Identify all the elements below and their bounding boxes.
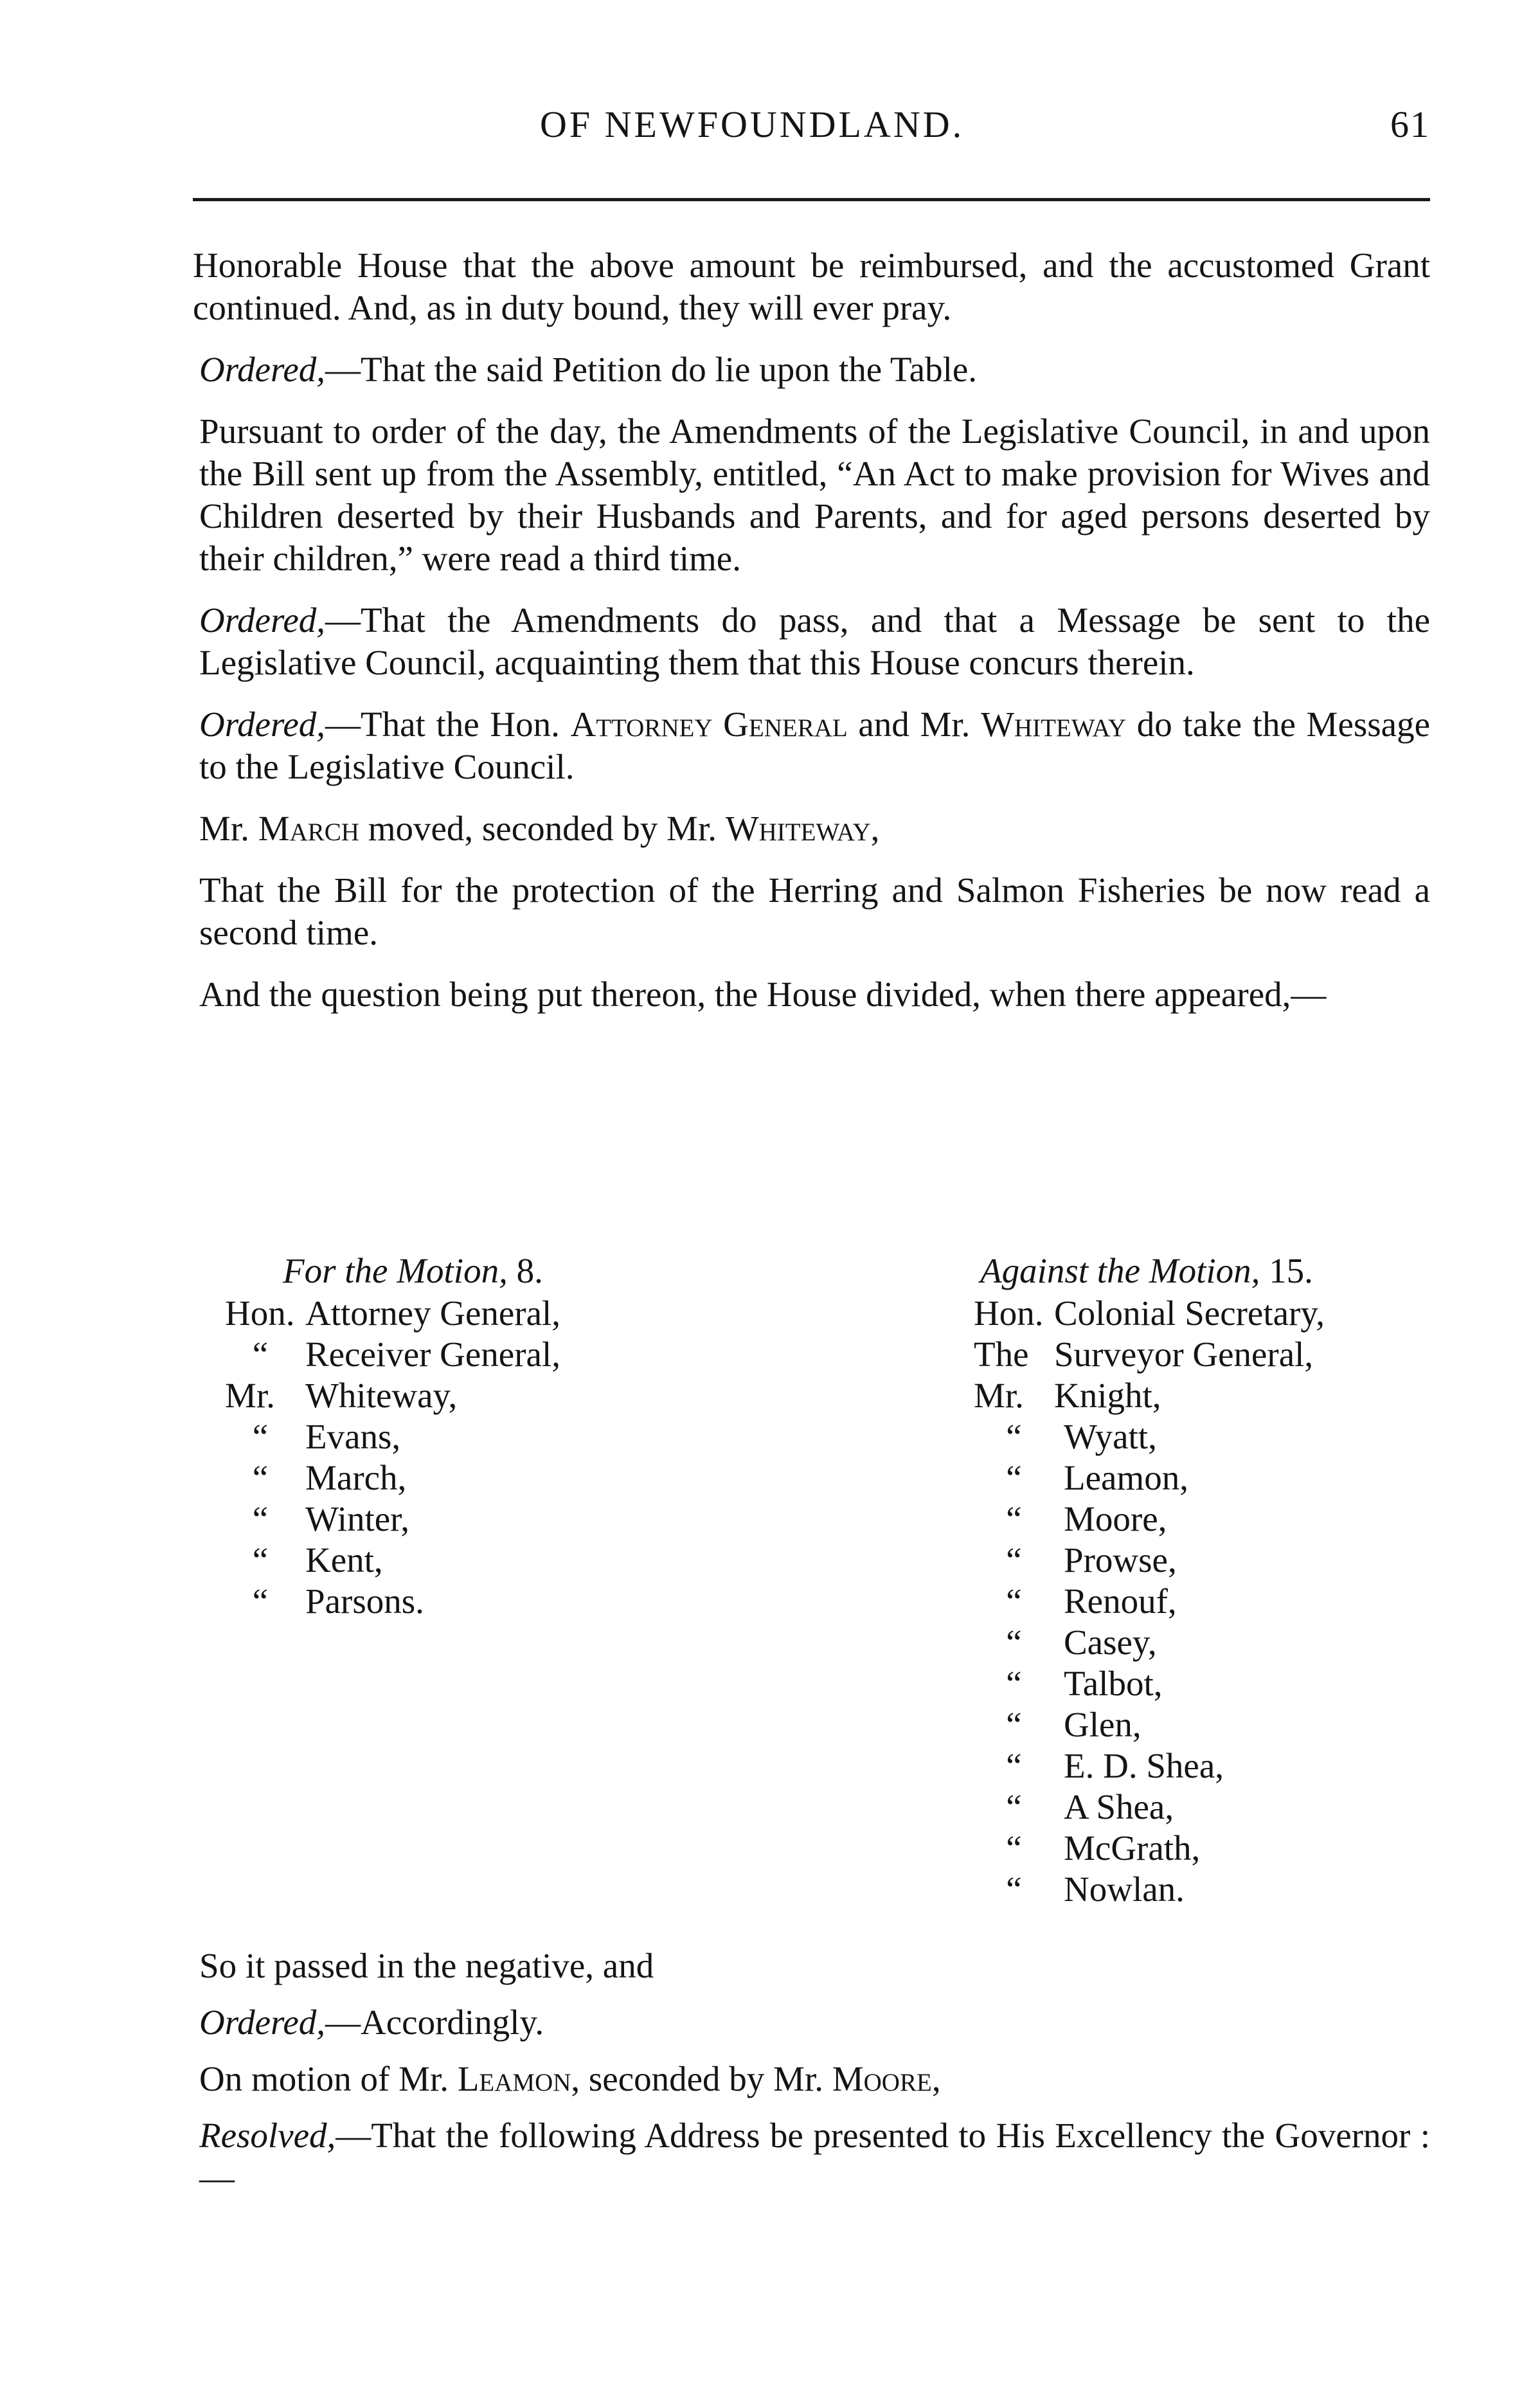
member-row xyxy=(225,1499,675,1540)
member-name: Attorney General xyxy=(570,705,848,744)
motion-text-part: moved, seconded by Mr. xyxy=(359,809,726,848)
member-row xyxy=(225,1293,675,1334)
ditto-mark: “ xyxy=(1006,1499,1022,1538)
member-row xyxy=(225,1581,675,1622)
header-rule xyxy=(193,198,1430,201)
paragraph-petition-close: Honorable House that the above amount be reimbursed, and the accustomed Grant continued. And, as in duty bound, they will ever pray. xyxy=(193,246,1430,327)
paragraph-ordered-table xyxy=(193,348,1430,391)
against-motion-heading xyxy=(974,1250,1488,1292)
member-name: Moore, xyxy=(1064,1499,1167,1538)
member-row xyxy=(974,1622,1488,1663)
ordered-text: —Accordingly. xyxy=(325,2003,544,2042)
member-row xyxy=(225,1334,675,1375)
paragraph-division-intro: And the question being put thereon, the House divided, when there appeared,— xyxy=(199,975,1327,1014)
ordered-label: Ordered, xyxy=(199,705,326,744)
member-name: Casey, xyxy=(1064,1623,1157,1662)
paragraph-negative: So it passed in the negative, and xyxy=(199,1946,654,1985)
against-motion-heading-text: Against the Motion, xyxy=(980,1251,1260,1290)
member-row xyxy=(974,1869,1488,1910)
member-prefix: Mr. xyxy=(974,1376,1024,1415)
member-name: Renouf, xyxy=(1064,1581,1177,1621)
ditto-mark: “ xyxy=(1006,1458,1022,1497)
ditto-mark: “ xyxy=(1006,1746,1022,1785)
member-row xyxy=(974,1293,1488,1334)
member-name: Whiteway xyxy=(981,705,1127,744)
member-name: Surveyor General, xyxy=(1054,1335,1314,1374)
member-row xyxy=(225,1540,675,1581)
motion-text-part: , xyxy=(870,809,880,848)
motion-text-part: , xyxy=(931,2059,941,2098)
member-name: Talbot, xyxy=(1064,1664,1163,1703)
member-name: Whiteway xyxy=(725,809,871,848)
member-name: Knight, xyxy=(1054,1376,1161,1415)
paragraph-motion-leamon xyxy=(193,2058,1430,2100)
ditto-mark: “ xyxy=(1006,1828,1022,1868)
member-name: March xyxy=(258,809,359,848)
member-name: Nowlan. xyxy=(1064,1869,1185,1909)
ditto-mark: “ xyxy=(252,1417,269,1456)
ditto-mark: “ xyxy=(252,1458,269,1497)
member-row xyxy=(225,1457,675,1499)
paragraph-fisheries-bill: That the Bill for the protection of the Herring and Salmon Fisheries be now read a second time. xyxy=(199,870,1430,952)
member-row xyxy=(974,1540,1488,1581)
ordered-label: Ordered, xyxy=(199,600,326,640)
member-name: E. D. Shea, xyxy=(1064,1746,1224,1785)
ditto-mark: “ xyxy=(1006,1581,1022,1621)
running-header xyxy=(193,103,1430,161)
paragraph-ordered-amendments xyxy=(193,599,1430,684)
member-row xyxy=(974,1704,1488,1745)
member-name: Glen, xyxy=(1064,1705,1142,1744)
ditto-mark: “ xyxy=(1006,1664,1022,1703)
member-name: March, xyxy=(305,1458,407,1497)
body-text-upper xyxy=(193,244,1430,1016)
member-name: Receiver General, xyxy=(305,1335,560,1374)
member-name: A Shea, xyxy=(1064,1787,1174,1826)
member-prefix: Mr. xyxy=(225,1376,275,1415)
for-motion-count: 8. xyxy=(516,1251,543,1290)
against-motion-count: 15. xyxy=(1269,1251,1313,1290)
running-title: OF NEWFOUNDLAND. xyxy=(540,104,965,145)
member-prefix: The xyxy=(974,1335,1029,1374)
member-name: Attorney General, xyxy=(305,1293,561,1333)
member-row xyxy=(974,1375,1488,1416)
member-name: Evans, xyxy=(305,1417,401,1456)
motion-text-part: Mr. xyxy=(199,809,258,848)
ditto-mark: “ xyxy=(252,1540,269,1580)
member-row xyxy=(974,1787,1488,1828)
ditto-mark: “ xyxy=(1006,1869,1022,1909)
member-row xyxy=(974,1581,1488,1622)
ordered-text: —That the said Petition do lie upon the Table. xyxy=(325,350,978,389)
ordered-label: Ordered, xyxy=(199,350,326,389)
ditto-mark: “ xyxy=(252,1499,269,1538)
ordered-label: Ordered, xyxy=(199,2003,326,2042)
member-prefix: Hon. xyxy=(974,1293,1044,1333)
ditto-mark: “ xyxy=(1006,1787,1022,1826)
member-row xyxy=(225,1416,675,1457)
member-row xyxy=(974,1457,1488,1499)
member-name: Leamon, xyxy=(1064,1458,1188,1497)
member-name: Whiteway, xyxy=(305,1376,458,1415)
for-motion-column xyxy=(225,1250,675,1622)
page-number: 61 xyxy=(1390,104,1430,145)
paragraph-resolved-address xyxy=(193,2114,1430,2199)
member-name: Winter, xyxy=(305,1499,410,1538)
member-name: McGrath, xyxy=(1064,1828,1201,1868)
ordered-text-part: —That the Hon. xyxy=(325,705,571,744)
ditto-mark: “ xyxy=(1006,1417,1022,1456)
member-name: Prowse, xyxy=(1064,1540,1177,1580)
member-name: Leamon xyxy=(457,2059,571,2098)
member-row xyxy=(974,1745,1488,1787)
paragraph-motion xyxy=(193,807,1430,850)
member-name: Wyatt, xyxy=(1064,1417,1157,1456)
body-text-lower xyxy=(193,1945,1430,2199)
ditto-mark: “ xyxy=(1006,1540,1022,1580)
paragraph-ordered-message xyxy=(193,703,1430,788)
ordered-text: —That the Amendments do pass, and that a Message be sent to the Legislative Council, acquainting them that this House concurs therein. xyxy=(199,600,1430,682)
member-row xyxy=(974,1334,1488,1375)
member-row xyxy=(974,1499,1488,1540)
for-motion-heading xyxy=(225,1250,675,1292)
ordered-text-part: and Mr. xyxy=(847,705,981,744)
member-name: Colonial Secretary, xyxy=(1054,1293,1325,1333)
member-name: Kent, xyxy=(305,1540,383,1580)
resolved-label: Resolved, xyxy=(199,2116,336,2155)
member-row xyxy=(974,1828,1488,1869)
against-motion-column xyxy=(974,1250,1488,1910)
ordered-text-part: do take the Message to the Legislative Council. xyxy=(199,705,1430,786)
motion-text-part: , seconded by Mr. xyxy=(571,2059,832,2098)
motion-text-part: On motion of Mr. xyxy=(199,2059,458,2098)
ditto-mark: “ xyxy=(1006,1705,1022,1744)
for-motion-heading-text: For the Motion, xyxy=(283,1251,508,1290)
member-name: Moore xyxy=(832,2059,932,2098)
member-name: Parsons. xyxy=(305,1581,424,1621)
paragraph-amendments-reading: Pursuant to order of the day, the Amendments of the Legislative Council, in and upon the Bill sent up from the Assembly, entitled, “An Act to make provision for Wives and Children deserted by their Husbands and Parents, and for aged persons deserted by their children,” were read a third time. xyxy=(199,411,1430,578)
member-row xyxy=(225,1375,675,1416)
member-prefix: Hon. xyxy=(225,1293,295,1333)
resolved-text: —That the following Address be presented to His Excellency the Governor :— xyxy=(199,2116,1430,2197)
ditto-mark: “ xyxy=(1006,1623,1022,1662)
member-row xyxy=(974,1416,1488,1457)
paragraph-ordered-accordingly xyxy=(193,2001,1430,2044)
ditto-mark: “ xyxy=(252,1581,269,1621)
ditto-mark: “ xyxy=(252,1335,269,1374)
member-row xyxy=(974,1663,1488,1704)
